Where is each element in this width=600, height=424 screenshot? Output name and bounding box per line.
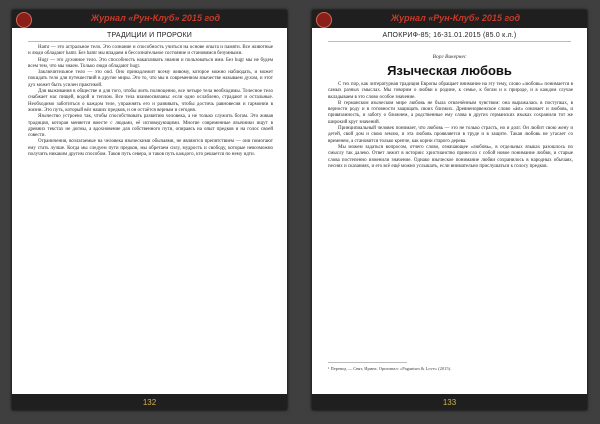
left-page [12,10,287,410]
paragraph: Принципиальный человек понимает, что любовь — это не только страсть, но и долг. Он любит свою жену и детей, свой дом и свою землю, и эта любовь проявляется в труде и в защите. Такая любовь не угасает со временем, а становится только крепче, как корни старого дерева. [328,126,573,144]
paragraph: Для выживания в обществе и для того, чтобы жить полноценно, все четыре тела необходимы. Телесное тело снабжает нас пищей, водой и теплом. Все тела взаимосвязаны: если одно ослаблено, страдают и остальные. Необходимо заботиться о каждом теле, упражнять его и развивать, чтобы достичь равновесия и гармонии в жизни. Это путь, который вёл наших предков, и он остаётся верным и сегодня. [28,89,273,113]
paragraph: Hamr — это астральное тело. Это сознание и способность учиться на основе опыта и памяти. Все животные и люди обладают hamr. Без hamr мы впадаем в бессознательное состояние и становимся безумными. [28,45,273,57]
emblem-icon [316,12,332,28]
right-section-title: АПОКРИФ-85; 16-31.01.2015 (85.0 к.л.) [382,32,517,39]
left-page-number: 132 [142,398,157,407]
paragraph: Заключительное тело — это ond. Оно принадлежит всему живому, которое можно наблюдать, и может покидать тело для путешествий в другие миры. Это то, что мы в современном язычестве называем духом, и этот дух может быть усилен практикой. [28,70,273,88]
left-rule [28,41,271,42]
paragraph: Язычество устроено так, чтобы способствовать развитию человека, а не только служить богам. Это живая традиция, которая меняется вместе с людьми, её исповедующими. Многие современные язычники ищут в древних текстах не догмы, а вдохновение для собственного пути, опираясь на опыт предков и на голос своей совести. [28,114,273,139]
paragraph: Ограничения, возлагаемые на человека языческими обычаями, не являются препятствием — они помогают ему стать лучше. Когда мы следуем пути предков, мы обретаем силу, мудрость и свободу, которые невозможно получить никаким другим способом. Таков путь севера, и таков путь каждого, кто решается по нему идти. [28,139,273,158]
right-page [312,10,587,410]
author-byline: Ворг Викернес [432,54,467,60]
left-section-title: ТРАДИЦИИ И ПРОРОКИ [107,32,192,39]
right-text-body [328,82,573,170]
footnote: ¹ Перевод — Свят, Ирина. Оригинал: «Paganism & Love» (2015). [328,366,452,371]
emblem-icon [16,12,32,28]
right-page-number: 133 [442,398,457,407]
article-title: Языческая любовь [387,63,512,78]
paragraph: В германском языческом мире любовь не была отвлечённым чувством: она выражалась в поступках, в верности роду и в готовности защищать своих близких. Древненорвежское слово «ást» означает и любовь, и привязанность, и заботу о ближнем, а родственные ему слова в других германских языках сохранили тот же широкий круг значений. [328,100,573,125]
right-header-title: Журнал «Рун-Клуб» 2015 год [390,13,521,23]
paragraph: С тех пор, как литературная традиция Европы обращает внимание на эту тему, слово «любовь» понимается в самых разных смыслах. Мы говорим о любви к родине, к семье, к богам и к природе, и в каждом случае вкладываем в это слово особое значение. [328,82,573,100]
right-rule [328,41,571,42]
paragraph: Мы можем задаться вопросом, отчего слово, означающее «любовь», в отдельных языках разошлось по смыслу так далеко. Ответ лежит в истории: христианство принесло с собой новое понимание любви, и старые слова постепенно изменили значение. Однако языческое понимание любви сохранилось в народных обычаях, песнях и сказаниях, и его всё ещё можно услышать, если внимательно прислушаться к голосу предков. [328,144,573,169]
left-text-body [28,45,273,158]
paragraph: Hugr — это духовное тело. Это способность накапливать знания и пользоваться ими. Без hugr мы не будем всем тем, что мы знаем. Только люди обладают hugr. [28,57,273,69]
left-header-title: Журнал «Рун-Клуб» 2015 год [90,13,221,23]
footnote-rule [328,362,407,363]
